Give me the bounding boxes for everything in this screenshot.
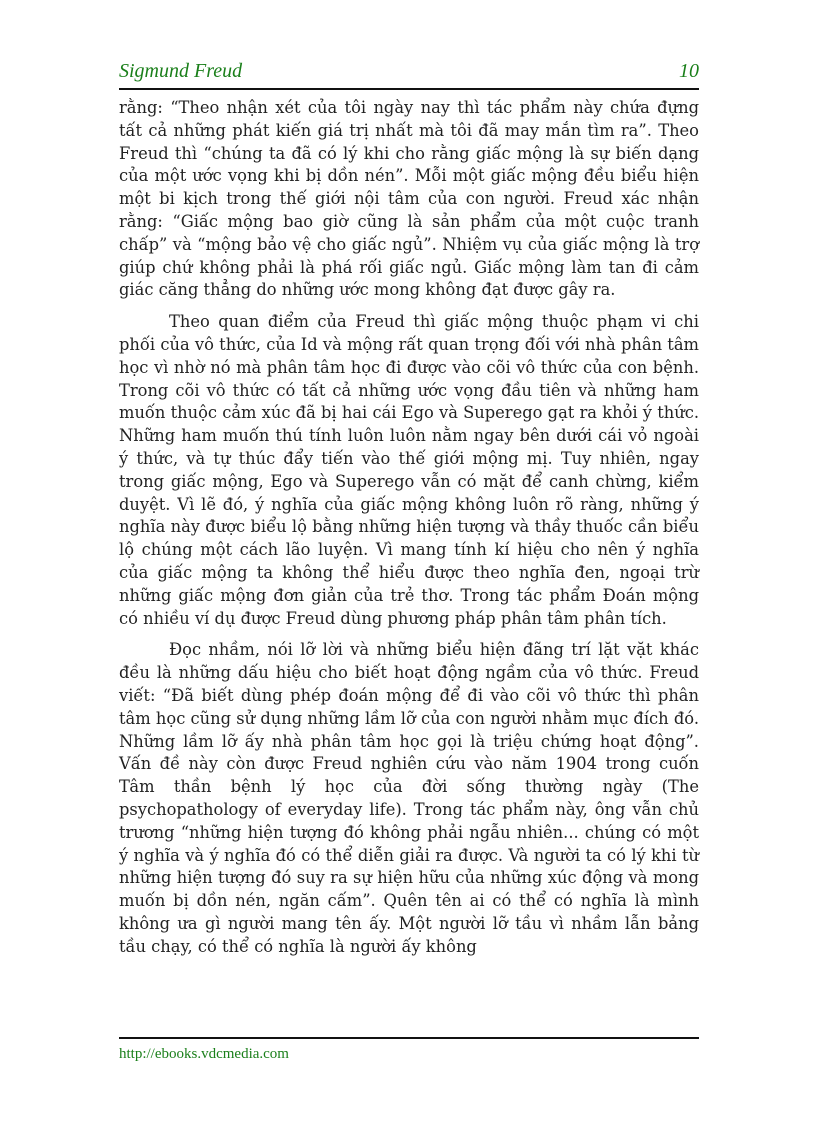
page-header xyxy=(119,58,699,86)
footer-divider xyxy=(119,1037,699,1039)
header-divider xyxy=(119,88,699,90)
running-title: Sigmund Freud xyxy=(119,60,243,82)
footer-link[interactable]: http://ebooks.vdcmedia.com xyxy=(119,1046,289,1062)
paragraph: rằng: “Theo nhận xét của tôi ngày nay thì tác phẩm này chứa đựng tất cả những phát kiến giá trị nhất mà tôi đã may mắn tìm ra”. Theo Freud thì “chúng ta đã có lý khi cho rằng giấc mộng là sự biến dạng của một ước vọng khi bị dồn nén”. Mỗi một giấc mộng đều biểu hiện một bi kịch trong thế giới nội tâm của con người. Freud xác nhận rằng: “Giấc mộng bao giờ cũng là sản phẩm của một cuộc tranh chấp” và “mộng bảo vệ cho giấc ngủ”. Nhiệm vụ của giấc mộng là trợ giúp chứ không phải là phá rối giấc ngủ. Giấc mộng làm tan đi cảm giác căng thẳng do những ước mong không đạt được gây ra. xyxy=(119,98,699,300)
paragraph: Theo quan điểm của Freud thì giấc mộng thuộc phạm vi chi phối của vô thức, của Id và mộng rất quan trọng đối với nhà phân tâm học vì nhờ nó mà phân tâm học đi được vào cõi vô thức của con bệnh. Trong cõi vô thức có tất cả những ước vọng đầu tiên và những ham muốn thuộc cảm xúc đã bị hai cái Ego và Superego gạt ra khỏi ý thức. Những ham muốn thú tính luôn luôn nằm ngay bên dưới cái vỏ ngoài ý thức, và tự thúc đẩy tiến vào thế giới mộng mị. Tuy nhiên, ngay trong giấc mộng, Ego và Superego vẫn có mặt để canh chừng, kiểm duyệt. Vì lẽ đó, ý nghĩa của giấc mộng không luôn rõ ràng, những ý nghĩa này được biểu lộ bằng những hiện tượng và thầy thuốc cần biểu lộ chúng một cách lão luyện. Vì mang tính kí hiệu cho nên ý nghĩa của giấc mộng ta không thể hiểu được theo nghĩa đen, ngoại trừ những giấc mộng đơn giản của trẻ thơ. Trong tác phẩm Đoán mộng có nhiều ví dụ được Freud dùng phương pháp phân tâm phân tích. xyxy=(119,312,699,628)
page-number: 10 xyxy=(679,60,699,82)
body-text xyxy=(119,97,699,967)
paragraph: Đọc nhầm, nói lỡ lời và những biểu hiện đãng trí lặt vặt khác đều là những dấu hiệu cho biết hoạt động ngầm của vô thức. Freud viết: “Đã biết dùng phép đoán mộng để đi vào cõi vô thức thì phân tâm học cũng sử dụng những lầm lỡ của con người nhằm mục đích đó. Những lầm lỡ ấy nhà phân tâm học gọi là triệu chứng hoạt động”. Vấn đề này còn được Freud nghiên cứu vào năm 1904 trong cuốn Tâm thần bệnh lý học của đời sống thường ngày (The psychopathology of everyday life). Trong tác phẩm này, ông vẫn chủ trương “những hiện tượng đó không phải ngẫu nhiên... chúng có một ý nghĩa và ý nghĩa đó có thể diễn giải ra được. Và người ta có lý khi từ những hiện tượng đó suy ra sự hiện hữu của những xúc động và mong muốn bị dồn nén, ngăn cấm”. Quên tên ai có thể có nghĩa là mình không ưa gì người mang tên ấy. Một người lỡ tầu vì nhầm lẫn bảng tầu chạy, có thể có nghĩa là người ấy không xyxy=(119,640,699,956)
